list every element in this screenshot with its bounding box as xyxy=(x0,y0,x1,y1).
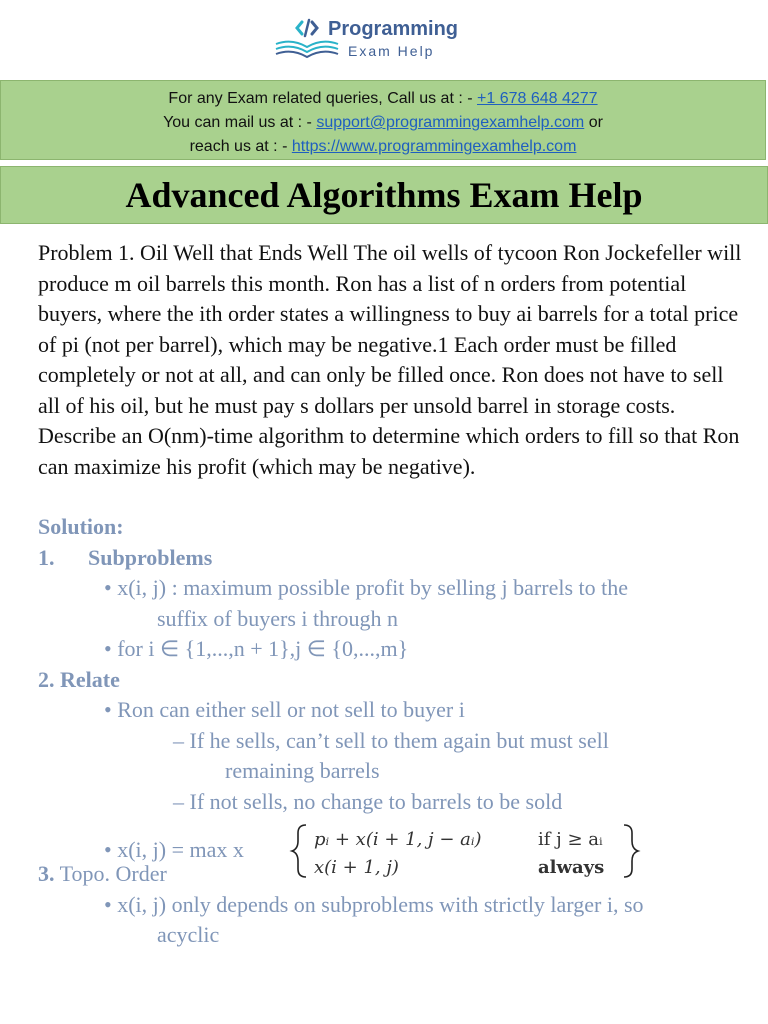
logo xyxy=(272,14,502,64)
step-title: Topo. Order xyxy=(54,861,167,886)
contact-line-email xyxy=(1,111,765,135)
email-link[interactable]: support@programmingexamhelp.com xyxy=(316,114,585,131)
formula-cond-2: always xyxy=(538,857,605,878)
bullet-item: • x(i, j) only depends on subproblems with strictly larger i, so xyxy=(104,891,644,917)
contact-banner xyxy=(0,80,766,160)
page-title: Advanced Algorithms Exam Help xyxy=(0,166,768,224)
recurrence-label: • x(i, j) = max x xyxy=(104,837,244,862)
logo-subtitle: Exam Help xyxy=(348,43,435,59)
phone-link[interactable]: +1 678 648 4277 xyxy=(477,90,598,107)
recurrence-row xyxy=(38,821,750,881)
dash-item: – If he sells, can’t sell to them again but must sell xyxy=(173,727,609,753)
dash-item: – If not sells, no change to barrels to be sold xyxy=(173,788,563,814)
step-number: 3. xyxy=(38,861,55,886)
bullet-continuation: suffix of buyers i through n xyxy=(157,605,398,631)
step-number: 1. xyxy=(38,544,55,570)
contact-phone-label: For any Exam related queries, Call us at : - xyxy=(168,90,477,107)
contact-line-phone xyxy=(1,87,765,111)
contact-website-label: reach us at : - xyxy=(189,138,292,155)
solution-heading: Solution: xyxy=(38,514,124,539)
contact-line-website xyxy=(1,135,765,159)
bullet-continuation: acyclic xyxy=(157,922,220,947)
formula-cond-1: if j ≥ aᵢ xyxy=(538,829,603,850)
step-subproblems xyxy=(38,543,750,574)
contact-email-suffix: or xyxy=(584,114,603,131)
contact-email-label: You can mail us at : - xyxy=(163,114,317,131)
problem-text: Problem 1. Oil Well that Ends Well The oil wells of tycoon Ron Jockefeller will produce m oil barrels this month. Ron has a list of n orders from potential buyers, where the ith order states a willingness to buy ai barrels for a total price of pi (not per barrel), which may be negative.1 Each order must be filled completely or not at all, and can only be filled once. Ron does not have to sell all of his oil, but he must pay s dollars per unsold barrel in storage costs. Describe an O(nm)-time algorithm to determine which orders to fill so that Ron can maximize his profit (which may be negative). xyxy=(38,240,742,479)
bullet-item: • Ron can either sell or not sell to buyer i xyxy=(104,697,465,722)
dash-continuation: remaining barrels xyxy=(225,758,380,783)
bullet-item: • x(i, j) : maximum possible profit by selling j barrels to the xyxy=(104,575,629,600)
formula-case-1: pᵢ + x(i + 1, j − aᵢ) xyxy=(314,829,482,850)
formula-case-2: x(i + 1, j) xyxy=(314,857,399,878)
recurrence-formula xyxy=(288,819,688,885)
website-link[interactable]: https://www.programmingexamhelp.com xyxy=(291,138,577,155)
document-body xyxy=(38,238,750,951)
step-relate: 2. Relate xyxy=(38,666,120,692)
bullet-item: • for i ∈ {1,...,n + 1},j ∈ {0,...,m} xyxy=(104,636,409,661)
step-title: Subproblems xyxy=(88,544,213,570)
logo-title: Programming xyxy=(328,18,459,40)
